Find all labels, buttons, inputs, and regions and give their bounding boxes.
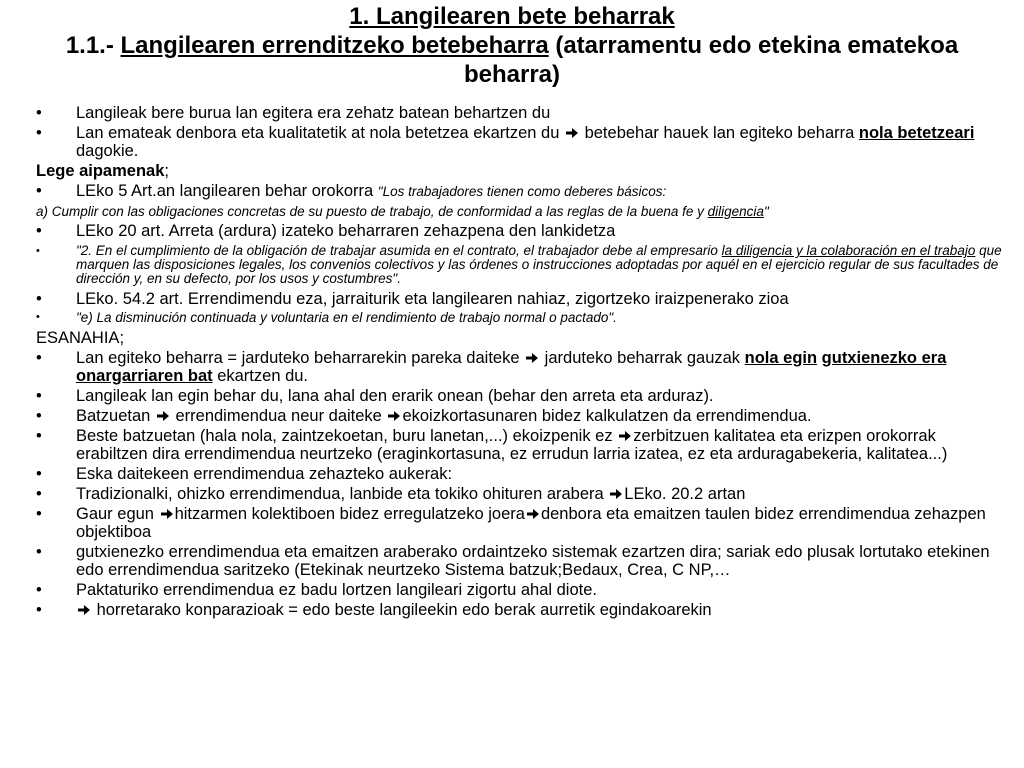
item-text: Langileak lan egin behar du, lana ahal den erarik onean (behar den arreta eta arduraz). (76, 387, 714, 405)
bullet: • (36, 124, 42, 142)
list-item (36, 290, 1008, 308)
right-arrow-icon (610, 488, 622, 500)
item-text: Eska daitekeen errendimendua zehazteko aukerak: (76, 465, 453, 483)
item-text: "e) La disminución continuada y voluntaria en el rendimiento de trabajo normal o pactado". (76, 310, 617, 325)
right-arrow-icon (526, 352, 538, 364)
bullet: • (36, 182, 42, 200)
bullet: • (36, 104, 42, 122)
list-item (36, 182, 1008, 201)
right-arrow-icon (161, 508, 173, 520)
bullet: • (36, 601, 42, 619)
bullet: • (36, 290, 42, 308)
bullet: • (36, 485, 42, 503)
list-item (36, 310, 1008, 325)
item-text: "2. En el cumplimiento de la obligación de trabajar asumida en el contrato, el trabajador debe al empresario la diligencia y la colaboración en el trabajo que marquen las disposiciones legales, los convenios colectivos y las órdenes o instrucciones adoptadas por aquél en el ejercicio regular de sus facultades de dirección y, en su defecto, por los usos y costumbres". (76, 243, 1002, 286)
bullet: • (36, 311, 40, 323)
list-item (36, 387, 1008, 405)
item-text: horretarako konparazioak = edo beste langileekin edo berak aurretik egindakoarekin (76, 601, 1008, 619)
right-arrow-icon (566, 127, 578, 139)
item-text: Beste batzuetan (hala nola, zaintzekoetan, buru lanetan,...) ekoizpenik ez zerbitzuen kalitatea eta erizpen orokorrak erabiltzen dira errendimendua neurtzeko (eraginkortasuna, ez errudun larria izatea, ez eta arduragabekeria, kalitatea...) (76, 427, 948, 463)
title-line-2 (40, 31, 984, 89)
item-text: gutxienezko errendimendua eta emaitzen araberako ordaintzeko sistemak ezartzen dira; sariak edo plusak lortutako etekinen edo errendimendua saritzeko (Etekinak neurtzeko Sistema batzuk;Bedaux, Crea, C NP,… (76, 543, 990, 579)
title-line-1: 1. Langilearen bete beharrak (349, 3, 675, 30)
bullet: • (36, 222, 42, 240)
item-text: LEko 5 Art.an langilearen behar orokorra "Los trabajadores tienen como deberes básicos: (76, 182, 667, 200)
quote-line: a) Cumplir con las obligaciones concretas de su puesto de trabajo, de conformidad a las reglas de la buena fe y diligencia" (36, 204, 769, 219)
bullet: • (36, 465, 42, 483)
esanahia-heading: ESANAHIA; (36, 329, 125, 347)
list-item (36, 543, 1008, 579)
bullet: • (36, 505, 42, 523)
item-text: Langileak bere burua lan egitera era zehatz batean behartzen du (76, 104, 551, 122)
bullet: • (36, 387, 42, 405)
list-item (36, 104, 1008, 122)
list-item (36, 222, 1008, 240)
item-text: Lan emateak denbora eta kualitatetik at nola betetzea ekartzen du betebehar hauek lan egiteko beharra nola betetzeari dagokie. (76, 124, 975, 160)
bullet: • (36, 245, 40, 257)
item-text: Paktaturiko errendimendua ez badu lortzen langileari zigortu ahal diote. (76, 581, 597, 599)
right-arrow-icon (78, 604, 90, 616)
item-text: LEko. 54.2 art. Errendimendu eza, jarraiturik eta langilearen nahiaz, zigortzeko iraizpenerako zioa (76, 290, 789, 308)
right-arrow-icon (157, 410, 169, 422)
list-item (36, 601, 1008, 619)
list-item (36, 349, 1008, 385)
bullet: • (36, 581, 42, 599)
list-item (36, 124, 1008, 160)
list-item (36, 485, 1008, 503)
right-arrow-icon (527, 508, 539, 520)
item-text: Tradizionalki, ohizko errendimendua, lanbide eta tokiko ohituren arabera LEko. 20.2 artan (76, 485, 746, 503)
list-item (36, 505, 1008, 541)
bullet: • (36, 349, 42, 367)
item-text: Gaur egun hitzarmen kolektiboen bidez erregulatzeko joera denbora eta emaitzen taulen bidez errendimendua zehazpen objektiboa (76, 505, 986, 541)
list-item (36, 427, 1008, 463)
item-text: Batzuetan errendimendua neur daiteke ekoizkortasunaren bidez kalkulatzen da errendimendua. (76, 407, 812, 425)
item-text: LEko 20 art. Arreta (ardura) izateko beharraren zehazpena den lankidetza (76, 222, 616, 240)
bullet: • (36, 407, 42, 425)
title-suffix: (atarramentu edo etekina ematekoa beharra) (463, 32, 959, 88)
list-item (36, 581, 1008, 599)
right-arrow-icon (388, 410, 400, 422)
list-item (36, 465, 1008, 483)
list-item (36, 407, 1008, 425)
slide-body (36, 104, 1008, 619)
bullet: • (36, 427, 42, 445)
title-prefix: 1.1.- (65, 32, 121, 59)
right-arrow-icon (619, 430, 631, 442)
item-text: Lan egiteko beharra = jarduteko beharrarekin pareka daiteke jarduteko beharrak gauzak nola egin gutxienezko era onargarriaren bat ekartzen du. (76, 349, 947, 385)
slide-title (40, 2, 984, 89)
lege-heading: Lege aipamenak; (36, 162, 169, 180)
title-underlined: Langilearen errenditzeko betebeharra (120, 32, 549, 59)
list-item (36, 244, 1008, 286)
bullet: • (36, 543, 42, 561)
